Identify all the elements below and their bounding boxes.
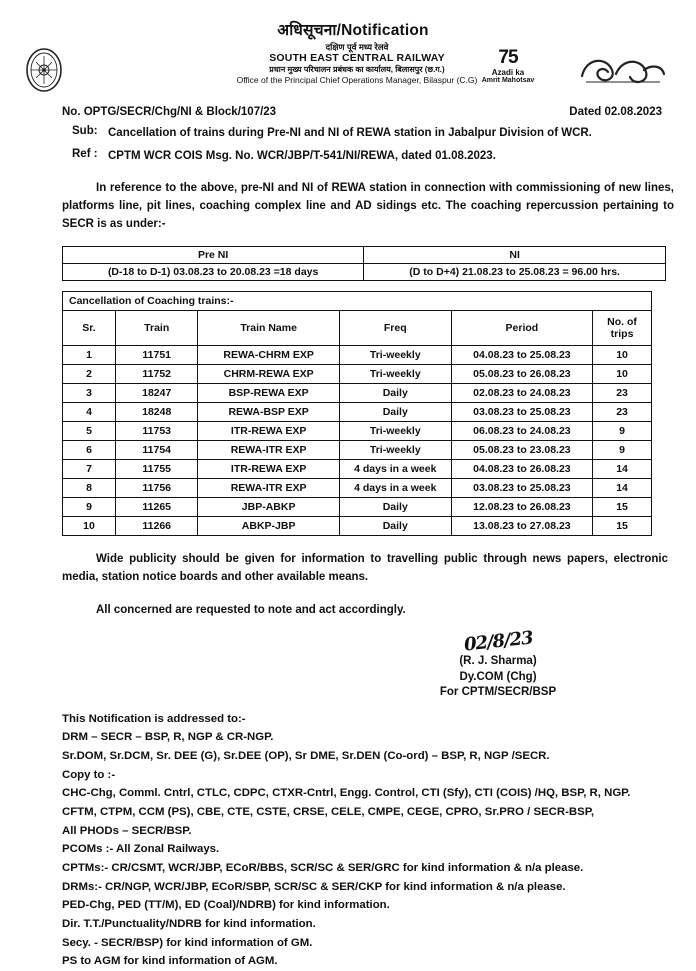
period-value-pre-ni: (D-18 to D-1) 03.08.23 to 20.08.23 =18 days	[63, 263, 364, 280]
cell-period: 13.08.23 to 27.08.23	[451, 516, 592, 535]
page-title: अधिसूचना/Notification	[277, 22, 429, 39]
cell-period: 06.08.23 to 24.08.23	[451, 421, 592, 440]
cell-name: BSP-REWA EXP	[198, 383, 339, 402]
th-train: Train	[116, 310, 198, 345]
cell-name: REWA-BSP EXP	[198, 402, 339, 421]
table-row	[63, 345, 652, 364]
azadi-line1: Azadi ka	[491, 68, 525, 77]
cell-train: 11266	[116, 516, 198, 535]
document-meta	[0, 106, 696, 165]
cell-freq: 4 days in a week	[339, 459, 451, 478]
list-item: DRMs:- CR/NGP, WCR/JBP, ECoR/SBP, SCR/SC & SER/CKP for kind information & n/a please.	[62, 880, 566, 893]
table-row	[63, 478, 652, 497]
period-table	[62, 246, 666, 281]
cell-trips: 15	[593, 497, 652, 516]
table-row	[63, 516, 652, 535]
table-header-row	[63, 246, 666, 263]
cell-freq: Daily	[339, 402, 451, 421]
cell-train: 11751	[116, 345, 198, 364]
cell-train: 11754	[116, 440, 198, 459]
cell-name: CHRM-REWA EXP	[198, 364, 339, 383]
cell-sr: 1	[63, 345, 116, 364]
cell-period: 03.08.23 to 25.08.23	[451, 478, 592, 497]
cell-trips: 23	[593, 402, 652, 421]
cell-train: 18247	[116, 383, 198, 402]
period-header-pre-ni: Pre NI	[63, 246, 364, 263]
publicity-paragraph: Wide publicity should be given for information to travelling public through news papers, electronic media, station notice boards and other available means.	[62, 552, 668, 584]
list-item: Secy. - SECR/BSP) for kind information of GM.	[62, 936, 313, 949]
railway-name-hindi: दक्षिण पूर्व मध्य रेलवे	[325, 42, 389, 52]
list-item: Copy to :-	[62, 768, 116, 781]
table-row	[63, 440, 652, 459]
cell-sr: 4	[63, 402, 116, 421]
th-trips: No. of trips	[593, 310, 652, 345]
signature-block	[0, 627, 696, 701]
document-date: Dated 02.08.2023	[569, 106, 662, 118]
cell-trips: 10	[593, 345, 652, 364]
cell-sr: 2	[63, 364, 116, 383]
table-row	[63, 497, 652, 516]
cell-trips: 9	[593, 440, 652, 459]
list-item: PED-Chg, PED (TT/M), ED (Coal)/NDRB) for kind information.	[62, 899, 390, 912]
th-sr: Sr.	[63, 310, 116, 345]
cell-sr: 3	[63, 383, 116, 402]
period-table-wrap	[62, 246, 666, 281]
trains-table-caption: Cancellation of Coaching trains:-	[62, 291, 652, 310]
list-item: PS to AGM for kind information of AGM.	[62, 955, 278, 968]
subject-label: Sub:	[72, 125, 98, 137]
azadi-ka-amrit-mahotsav-logo	[470, 48, 546, 85]
list-item: CPTMs:- CR/CSMT, WCR/JBP, ECoR/BBS, SCR/SC & SER/GRC for kind information & n/a please.	[62, 861, 584, 874]
cell-freq: Daily	[339, 383, 451, 402]
cell-freq: Tri-weekly	[339, 364, 451, 383]
cell-freq: Daily	[339, 516, 451, 535]
note-paragraph: All concerned are requested to note and act accordingly.	[96, 604, 406, 617]
period-header-ni: NI	[364, 246, 666, 263]
fileno-date-row	[62, 106, 668, 118]
list-item: DRM – SECR – BSP, R, NGP & CR-NGP.	[62, 731, 274, 744]
table-row	[63, 459, 652, 478]
cell-name: ITR-REWA EXP	[198, 421, 339, 440]
cell-train: 11756	[116, 478, 198, 497]
list-item: All PHODs – SECR/BSP.	[62, 824, 192, 837]
cell-train: 11752	[116, 364, 198, 383]
subject-text: Cancellation of trains during Pre-NI and NI of REWA station in Jabalpur Division of WCR.	[108, 127, 592, 139]
cell-train: 11265	[116, 497, 198, 516]
cell-sr: 5	[63, 421, 116, 440]
cell-train: 18248	[116, 402, 198, 421]
table-row	[63, 402, 652, 421]
cell-period: 03.08.23 to 25.08.23	[451, 402, 592, 421]
office-name-hindi: प्रधान मुख्य परिचालन प्रबंधक का कार्यालय, बिलासपुर (छ.ग.)	[269, 65, 445, 75]
cell-train: 11753	[116, 421, 198, 440]
cell-freq: Tri-weekly	[339, 440, 451, 459]
cell-freq: Tri-weekly	[339, 345, 451, 364]
cell-period: 02.08.23 to 24.08.23	[451, 383, 592, 402]
cell-name: REWA-CHRM EXP	[198, 345, 339, 364]
cell-freq: Tri-weekly	[339, 421, 451, 440]
cell-name: ITR-REWA EXP	[198, 459, 339, 478]
table-row	[63, 421, 652, 440]
cell-name: JBP-ABKP	[198, 497, 339, 516]
reference-text: CPTM WCR COIS Msg. No. WCR/JBP/T-541/NI/REWA, dated 01.08.2023.	[108, 150, 496, 163]
cell-period: 12.08.23 to 26.08.23	[451, 497, 592, 516]
cell-trips: 9	[593, 421, 652, 440]
cell-trips: 15	[593, 516, 652, 535]
cell-trips: 23	[593, 383, 652, 402]
cell-trips: 14	[593, 478, 652, 497]
cell-period: 04.08.23 to 26.08.23	[451, 459, 592, 478]
secr-logo-icon	[576, 50, 668, 90]
cell-sr: 8	[63, 478, 116, 497]
office-name-english: Office of the Principal Chief Operations Manager, Bilaspur (C.G)	[236, 74, 478, 85]
period-value-ni: (D to D+4) 21.08.23 to 25.08.23 = 96.00 hrs.	[364, 263, 666, 280]
railway-name-english: SOUTH EAST CENTRAL RAILWAY	[269, 52, 445, 65]
intro-paragraph: In reference to the above, pre-NI and NI of REWA station in connection with commissioning of new lines, platforms line, pit lines, coaching complex line and AD sidings etc. The coaching repercussion pertaining to SECR is as under:-	[62, 181, 674, 231]
th-train-name: Train Name	[198, 310, 339, 345]
list-item: Dir. T.T./Punctuality/NDRB for kind information.	[62, 917, 316, 930]
indian-railways-emblem-icon	[22, 46, 66, 94]
list-item: CHC-Chg, Comml. Cntrl, CTLC, CDPC, CTXR-Cntrl, Engg. Control, CTI (Sfy), CTI (COIS) /HQ, BSP, R, NGP.	[62, 787, 631, 800]
table-header-row	[63, 310, 652, 345]
th-period: Period	[451, 310, 592, 345]
azadi-line2: Amrit Mahotsav	[481, 77, 535, 85]
cell-sr: 7	[63, 459, 116, 478]
table-row	[63, 383, 652, 402]
azadi-75-mark: 75	[498, 47, 518, 68]
signer-title: Dy.COM (Chg)	[459, 670, 537, 683]
subject-row	[62, 125, 668, 141]
cell-name: REWA-ITR EXP	[198, 478, 339, 497]
file-number: No. OPTG/SECR/Chg/NI & Block/107/23	[62, 106, 277, 118]
cell-period: 04.08.23 to 25.08.23	[451, 345, 592, 364]
distribution-list	[62, 711, 674, 971]
reference-label: Ref :	[72, 148, 98, 161]
table-row	[63, 263, 666, 280]
notification-document	[0, 18, 696, 968]
list-item: PCOMs :- All Zonal Railways.	[62, 843, 220, 856]
cell-sr: 10	[63, 516, 116, 535]
trains-table-wrap	[62, 291, 652, 536]
letterhead	[0, 42, 696, 104]
cell-name: REWA-ITR EXP	[198, 440, 339, 459]
cell-period: 05.08.23 to 23.08.23	[451, 440, 592, 459]
reference-row	[62, 148, 668, 164]
list-item: CFTM, CTPM, CCM (PS), CBE, CTE, CSTE, CRSE, CELE, CMPE, CEGE, CPRO, Sr.PRO / SECR-BSP,	[62, 805, 595, 818]
cell-train: 11755	[116, 459, 198, 478]
cell-freq: 4 days in a week	[339, 478, 451, 497]
list-item: Sr.DOM, Sr.DCM, Sr. DEE (G), Sr.DEE (OP), Sr DME, Sr.DEN (Co-ord) – BSP, R, NGP /SECR.	[62, 749, 550, 762]
cell-freq: Daily	[339, 497, 451, 516]
cell-sr: 6	[63, 440, 116, 459]
cell-sr: 9	[63, 497, 116, 516]
distribution-intro: This Notification is addressed to:-	[62, 712, 246, 725]
table-row	[63, 364, 652, 383]
handwritten-signature: 02/8/23	[462, 627, 534, 656]
cell-period: 05.08.23 to 26.08.23	[451, 364, 592, 383]
th-freq: Freq	[339, 310, 451, 345]
cell-name: ABKP-JBP	[198, 516, 339, 535]
trains-table	[62, 310, 652, 536]
cell-trips: 14	[593, 459, 652, 478]
cell-trips: 10	[593, 364, 652, 383]
signer-for: For CPTM/SECR/BSP	[439, 686, 557, 699]
signer-name: (R. J. Sharma)	[459, 655, 537, 667]
